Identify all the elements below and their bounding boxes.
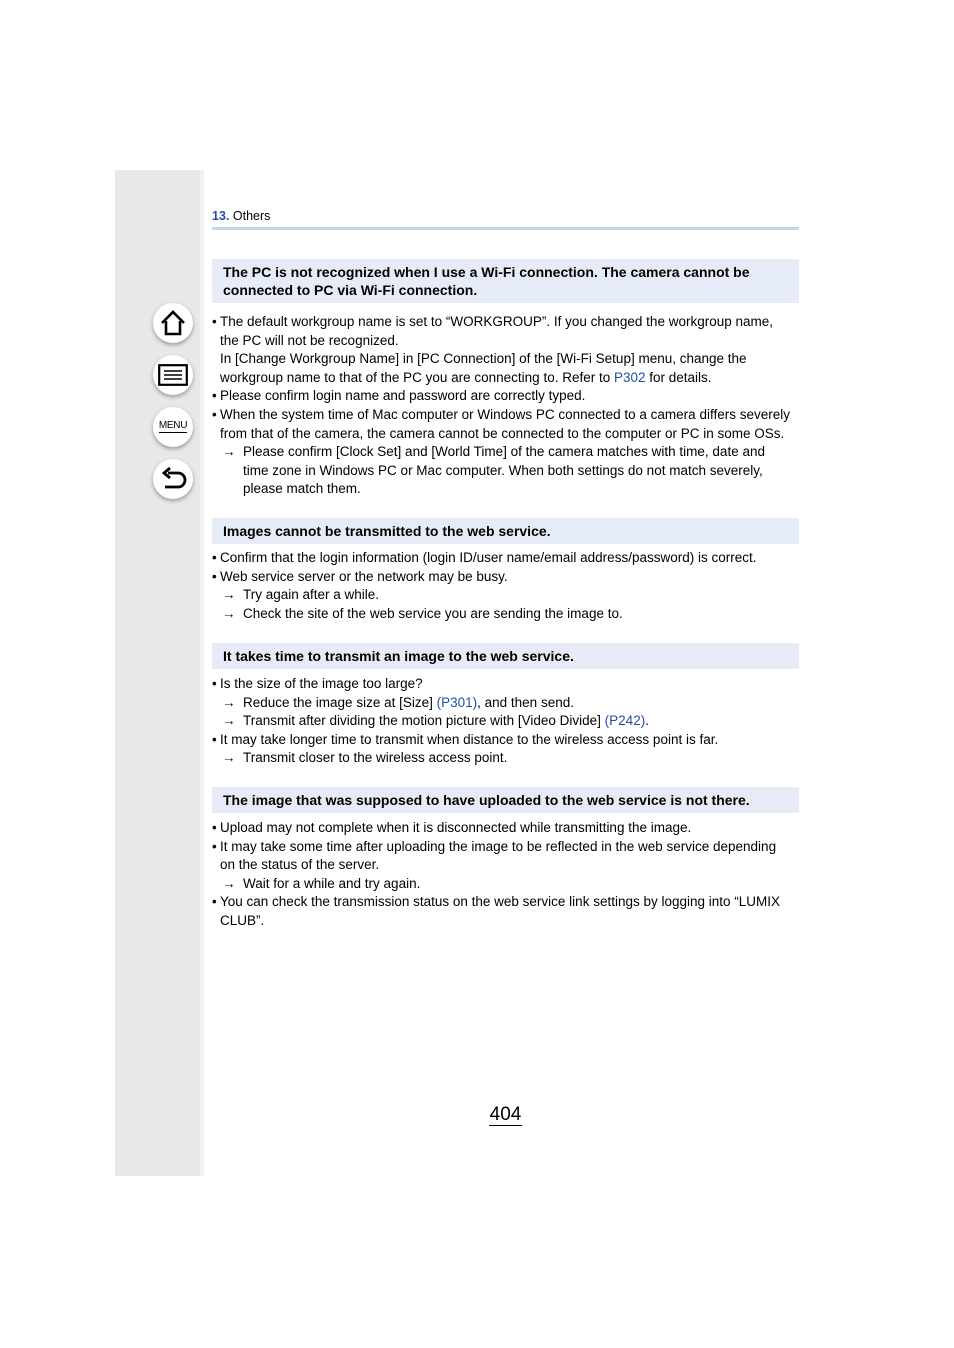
arrow-item: → Transmit after dividing the motion picture with [Video Divide] (P242). xyxy=(222,713,649,729)
chapter-header xyxy=(212,208,799,224)
contents-button[interactable] xyxy=(153,355,193,395)
return-icon xyxy=(159,466,187,492)
section-heading-pc-not-recognized: The PC is not recognized when I use a Wi-Fi connection. The camera cannot be connected to PC via Wi-Fi connection. xyxy=(212,259,799,303)
section-body-cannot-transmit xyxy=(212,549,802,623)
section-body-pc-not-recognized xyxy=(212,313,802,499)
section-heading-cannot-transmit: Images cannot be transmitted to the web service. xyxy=(212,518,799,544)
section-heading-slow-transmit: It takes time to transmit an image to the web service. xyxy=(212,643,799,669)
home-button[interactable] xyxy=(153,303,193,343)
page-link-p242[interactable]: (P242) xyxy=(604,713,646,729)
home-icon xyxy=(159,309,187,337)
chapter-number: 13. xyxy=(212,209,230,223)
header-divider xyxy=(212,227,799,230)
page-link-p302[interactable]: P302 xyxy=(613,369,646,385)
arrow-item: → Try again after a while. xyxy=(222,587,380,603)
list-icon xyxy=(158,364,188,386)
back-button[interactable] xyxy=(153,459,193,499)
list-item: • Upload may not complete when it is disconnected while transmitting the image. xyxy=(212,820,692,835)
list-item: • It may take some time after uploading the image to be reflected in the web service depending on the status of the server. xyxy=(212,838,777,873)
list-item: • Web service server or the network may be busy. xyxy=(212,568,508,584)
section-body-slow-transmit xyxy=(212,675,802,768)
list-item: • It may take longer time to transmit when distance to the wireless access point is far. xyxy=(212,731,719,747)
menu-button[interactable] xyxy=(153,407,193,447)
list-item: • Please confirm login name and password are correctly typed. xyxy=(212,388,586,404)
arrow-item: → Reduce the image size at [Size] (P301), and then send. xyxy=(222,694,574,710)
arrow-item: → Check the site of the web service you are sending the image to. xyxy=(222,605,623,621)
list-item: • You can check the transmission status on the web service link settings by logging into “LUMIX CLUB”. xyxy=(212,894,781,928)
arrow-item: → Transmit closer to the wireless access point. xyxy=(222,750,508,766)
list-item: • When the system time of Mac computer or Windows PC connected to a camera differs severely from that of the camera, the camera cannot be connected to the computer or PC in some OSs. xyxy=(212,406,790,441)
list-item: • The default workgroup name is set to “WORKGROUP”. If you changed the workgroup name, the PC will not be recognized. In [Change Workgroup Name] in [PC Connection] of the [Wi-Fi Setup] menu, change the workgroup name to that of the PC you are connecting to. Refer to P302 for details. xyxy=(212,314,773,385)
sidebar xyxy=(115,170,204,1176)
arrow-item: → Wait for a while and try again. xyxy=(222,875,421,891)
page-link-p301[interactable]: (P301) xyxy=(436,694,478,710)
section-body-image-not-there xyxy=(212,819,802,931)
page-number: 404 xyxy=(489,1104,522,1125)
list-item: • Confirm that the login information (login ID/user name/email address/password) is correct. xyxy=(212,550,757,565)
chapter-title: Others xyxy=(232,209,271,223)
menu-label: MENU xyxy=(158,420,188,431)
list-item: • Is the size of the image too large? xyxy=(212,676,423,691)
arrow-item: → Please confirm [Clock Set] and [World Time] of the camera matches with time, date and time zone in Windows PC or Mac computer. When both settings do not match severely, please match them. xyxy=(222,444,765,497)
section-heading-image-not-there: The image that was supposed to have uploaded to the web service is not there. xyxy=(212,787,799,813)
